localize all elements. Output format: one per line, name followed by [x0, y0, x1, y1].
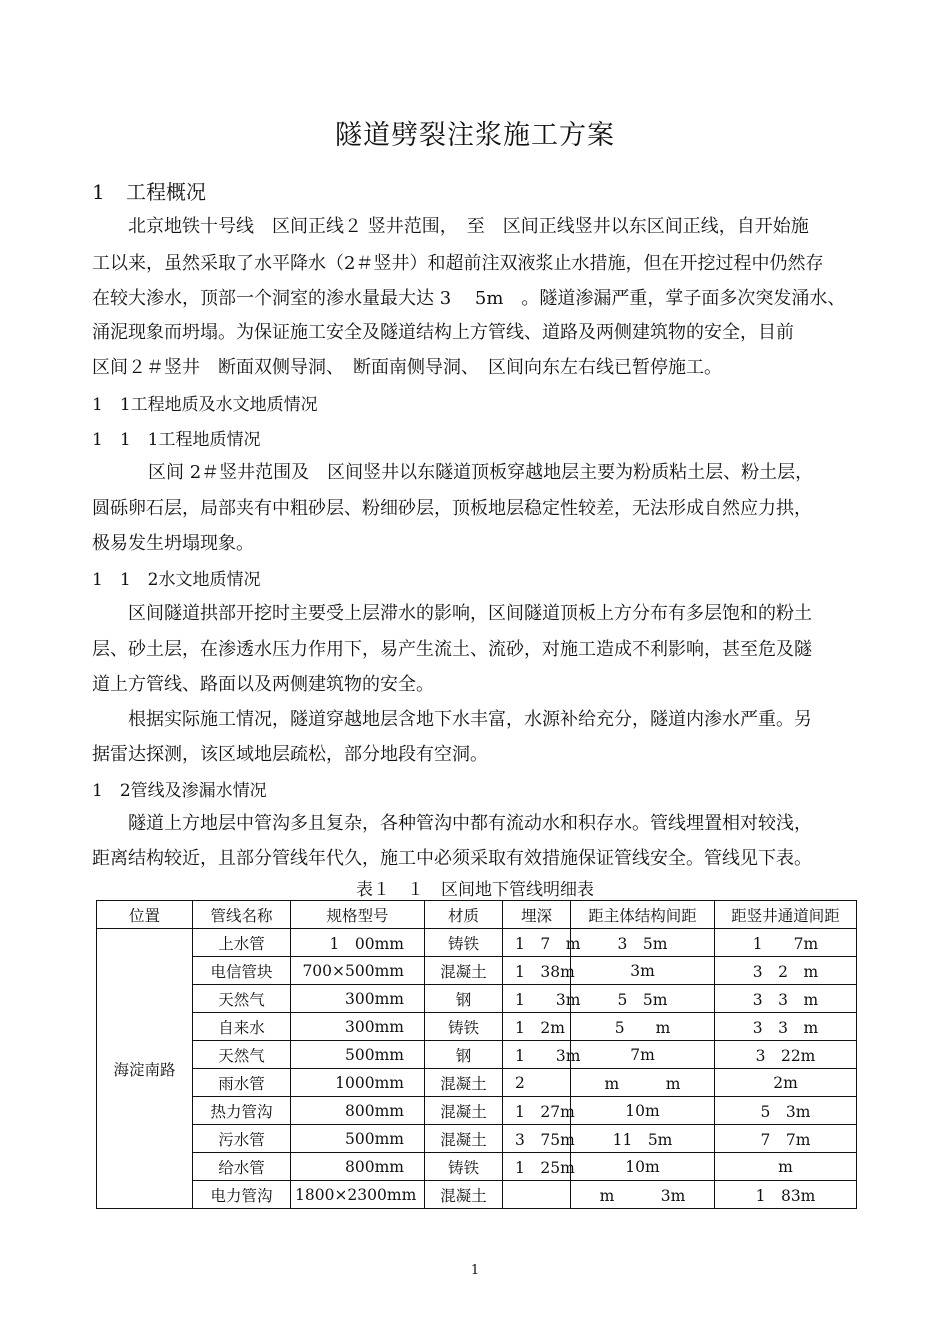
- table-cell: 钢: [425, 985, 503, 1013]
- paragraph-line: 北京地铁十号线 区间正线２ 竖井范围， 至 区间正线竖井以东区间正线，自开始施: [128, 216, 809, 237]
- table-cell: 2m: [715, 1069, 857, 1097]
- table-cell: 雨水管: [193, 1069, 291, 1097]
- table-cell: 天然气: [193, 985, 291, 1013]
- table-cell: 1 27m: [503, 1097, 571, 1125]
- paragraph-line: 距离结构较近，且部分管线年代久，施工中必须采取有效措施保证管线安全。管线见下表。: [92, 848, 812, 869]
- paragraph-line: 隧道上方地层中管沟多且复杂，各种管沟中都有流动水和积存水。管线埋置相对较浅，: [128, 813, 812, 834]
- table-cell: 1 25m: [503, 1153, 571, 1181]
- table-cell: 11 5m: [571, 1125, 715, 1153]
- table-cell: 3 3 m: [715, 985, 857, 1013]
- section-number: 1: [92, 180, 105, 204]
- column-header: 距主体结构间距: [571, 901, 715, 929]
- table-row: [97, 1153, 857, 1181]
- table-cell: 10m: [571, 1097, 715, 1125]
- table-cell: 混凝土: [425, 957, 503, 985]
- table-cell: 1800×2300mm: [291, 1181, 425, 1209]
- page-number: 1: [470, 1263, 480, 1278]
- paragraph-line: 涌泥现象而坍塌。为保证施工安全及隧道结构上方管线、道路及两侧建筑物的安全，目前: [92, 322, 794, 343]
- table-cell: 铸铁: [425, 929, 503, 957]
- table-cell: 5 m: [571, 1013, 715, 1041]
- paragraph-line: 根据实际施工情况，隧道穿越地层含地下水丰富，水源补给充分，隧道内渗水严重。另: [128, 709, 812, 730]
- table-cell: 700×500mm: [291, 957, 425, 985]
- subsection-heading: 1 1工程地质及水文地质情况: [92, 395, 318, 415]
- column-header: 管线名称: [193, 901, 291, 929]
- table-cell: 7m: [571, 1041, 715, 1069]
- table-row: [97, 1097, 857, 1125]
- table-cell: 天然气: [193, 1041, 291, 1069]
- table-cell: 电信管块: [193, 957, 291, 985]
- table-cell: 1 3m: [503, 1041, 571, 1069]
- table-row: [97, 1013, 857, 1041]
- location-cell: 海淀南路: [97, 929, 193, 1209]
- table-cell: 5 3m: [715, 1097, 857, 1125]
- table-header-row: [97, 901, 857, 929]
- paragraph-line: 工以来，虽然采取了水平降水（2＃竖井）和超前注双液浆止水措施，但在开挖过程中仍然存: [92, 253, 824, 274]
- table-cell: 自来水: [193, 1013, 291, 1041]
- table-cell: 上水管: [193, 929, 291, 957]
- table-cell: 1 3m: [503, 985, 571, 1013]
- column-header: 埋深: [503, 901, 571, 929]
- table-cell: 铸铁: [425, 1013, 503, 1041]
- table-row: [97, 1125, 857, 1153]
- table-row: [97, 985, 857, 1013]
- table-row: [97, 1181, 857, 1209]
- table-cell: 300mm: [291, 1013, 425, 1041]
- table-cell: 混凝土: [425, 1097, 503, 1125]
- table-body: [97, 929, 857, 1209]
- table-cell: 混凝土: [425, 1069, 503, 1097]
- table-cell: 500mm: [291, 1125, 425, 1153]
- table-cell: 2: [503, 1069, 571, 1097]
- table-cell: 5 5m: [571, 985, 715, 1013]
- document-title: 隧道劈裂注浆施工方案: [335, 120, 615, 151]
- table-cell: 1 00mm: [291, 929, 425, 957]
- table-cell: 10m: [571, 1153, 715, 1181]
- table-cell: 1 83m: [715, 1181, 857, 1209]
- column-header: 规格型号: [291, 901, 425, 929]
- section-title: 工程概况: [126, 180, 206, 204]
- table-cell: m m: [571, 1069, 715, 1097]
- table-cell: 1000mm: [291, 1069, 425, 1097]
- subsection-heading: 1 1 2水文地质情况: [92, 570, 261, 590]
- paragraph-line: 据雷达探测，该区域地层疏松，部分地段有空洞。: [92, 744, 488, 765]
- pipeline-table: [96, 900, 857, 1209]
- table-row: [97, 1069, 857, 1097]
- table-row: [97, 1041, 857, 1069]
- table-cell: 3 5m: [571, 929, 715, 957]
- table-row: [97, 929, 857, 957]
- table-cell: 1 7m: [715, 929, 857, 957]
- table-cell: 3 75m: [503, 1125, 571, 1153]
- table-row: [97, 957, 857, 985]
- table-cell: 3m: [571, 957, 715, 985]
- section-heading: [92, 176, 206, 205]
- table-cell: 铸铁: [425, 1153, 503, 1181]
- paragraph-line: 在较大渗水，顶部一个洞室的渗水量最大达 3 5m 。隧道渗漏严重，掌子面多次突发涌水、: [92, 288, 846, 309]
- table-cell: 800mm: [291, 1097, 425, 1125]
- table-cell: 混凝土: [425, 1125, 503, 1153]
- subsection-heading: 1 1 1工程地质情况: [92, 430, 261, 450]
- table-cell: 1 2m: [503, 1013, 571, 1041]
- table-cell: 3 2 m: [715, 957, 857, 985]
- subsection-heading: 1 2管线及渗漏水情况: [92, 781, 267, 801]
- paragraph-line: 圆砾卵石层，局部夹有中粗砂层、粉细砂层，顶板地层稳定性较差，无法形成自然应力拱，: [92, 498, 812, 519]
- paragraph-line: 层、砂土层，在渗透水压力作用下，易产生流土、流砂，对施工造成不利影响，甚至危及隧: [92, 639, 812, 660]
- table-cell: 1 38m: [503, 957, 571, 985]
- paragraph-line: 道上方管线、路面以及两侧建筑物的安全。: [92, 674, 434, 695]
- paragraph-line: 区间 2＃竖井范围及 区间竖井以东隧道顶板穿越地层主要为粉质粘土层、粉土层，: [148, 462, 814, 483]
- table-cell: [503, 1181, 571, 1209]
- table-cell: 800mm: [291, 1153, 425, 1181]
- table-cell: 钢: [425, 1041, 503, 1069]
- table-cell: m 3m: [571, 1181, 715, 1209]
- table-cell: 热力管沟: [193, 1097, 291, 1125]
- table-cell: 电力管沟: [193, 1181, 291, 1209]
- table-cell: 7 7m: [715, 1125, 857, 1153]
- table-cell: 污水管: [193, 1125, 291, 1153]
- table-cell: 给水管: [193, 1153, 291, 1181]
- column-header: 位置: [97, 901, 193, 929]
- table-cell: 300mm: [291, 985, 425, 1013]
- table-cell: m: [715, 1153, 857, 1181]
- paragraph-line: 区间隧道拱部开挖时主要受上层滞水的影响，区间隧道顶板上方分布有多层饱和的粉土: [128, 603, 812, 624]
- paragraph-line: 区间２＃竖井 断面双侧导洞、 断面南侧导洞、 区间向东左右线已暂停施工。: [92, 357, 722, 378]
- table-caption: 表１ １ 区间地下管线明细表: [356, 880, 594, 900]
- table-cell: 混凝土: [425, 1181, 503, 1209]
- table-cell: 500mm: [291, 1041, 425, 1069]
- column-header: 距竖井通道间距: [715, 901, 857, 929]
- column-header: 材质: [425, 901, 503, 929]
- table-cell: 3 3 m: [715, 1013, 857, 1041]
- table-cell: 1 7 m: [503, 929, 571, 957]
- paragraph-line: 极易发生坍塌现象。: [92, 533, 254, 554]
- table-cell: 3 22m: [715, 1041, 857, 1069]
